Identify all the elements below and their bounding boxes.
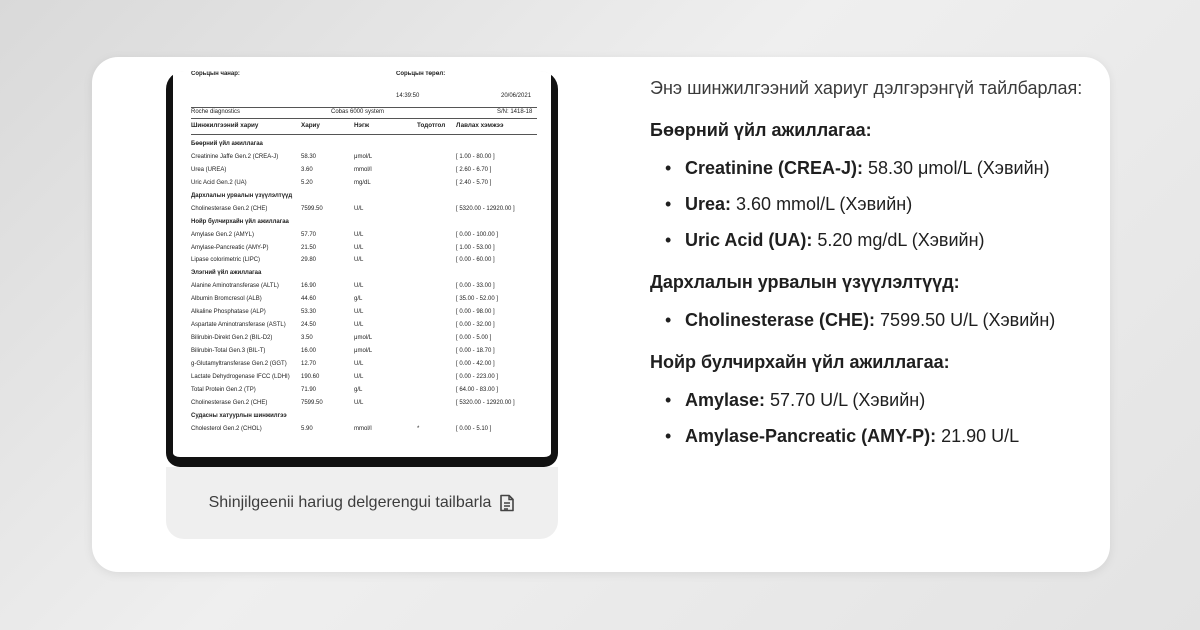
- test-value: 53.30: [301, 309, 317, 316]
- section-heading: [191, 217, 537, 230]
- reference-range: [ 5320.00 - 12920.00 ]: [456, 399, 515, 406]
- test-unit: U/L: [354, 257, 364, 264]
- document-icon: [499, 494, 515, 512]
- test-name: Bilirubin-Direkt Gen.2 (BIL-D2): [191, 335, 273, 342]
- item-value: 3.60 mmol/L (Хэвийн): [731, 194, 913, 214]
- test-unit: U/L: [354, 244, 364, 251]
- test-value: 58.30: [301, 153, 317, 160]
- test-name: Cholesterol Gen.2 (CHOL): [191, 425, 262, 432]
- table-row: [191, 178, 537, 191]
- test-unit: U/L: [354, 322, 364, 329]
- response-section-title: Дархлалын урвалын үзүүлэлтүүд:: [650, 272, 960, 292]
- results-table: [191, 119, 537, 437]
- reference-range: [ 0.00 - 223.00 ]: [456, 373, 499, 380]
- response-section-title: Бөөрний үйл ажиллагаа:: [650, 120, 872, 140]
- table-row: [191, 294, 537, 307]
- list-item: [650, 153, 1090, 183]
- item-key: Creatinine (CREA-J):: [685, 158, 864, 178]
- lab-report: [191, 71, 537, 437]
- table-row: [191, 204, 537, 217]
- test-name: Aspartate Aminotransferase (ASTL): [191, 322, 286, 329]
- test-unit: μmol/L: [354, 348, 373, 354]
- divider: [191, 134, 537, 135]
- analyzer-system: Cobas 6000 system: [331, 109, 385, 115]
- item-value: 7599.50 U/L (Хэвийн): [875, 310, 1056, 330]
- response-section-title: Нойр булчирхайн үйл ажиллагаа:: [650, 352, 950, 372]
- sample-type-label: Сорьцын төрөл:: [396, 71, 446, 77]
- section-heading: [191, 139, 537, 152]
- test-value: 29.80: [301, 257, 317, 264]
- test-value: 190.60: [301, 373, 320, 380]
- test-unit: mmol/l: [354, 425, 372, 432]
- attachment-caption-text: Shinjilgeenii hariug delgerengui tailbarla: [208, 494, 492, 511]
- section-title: Дархлалын урвалын үзүүлэлтүүд: [191, 192, 293, 199]
- test-unit: U/L: [354, 231, 364, 238]
- list-item: [650, 385, 1090, 415]
- section-title: Нойр булчирхайн үйл ажиллагаа: [191, 218, 289, 225]
- section-heading: [191, 191, 537, 204]
- chat-card: [92, 57, 1110, 572]
- image-attachment[interactable]: [166, 71, 558, 539]
- item-value: 58.30 μmol/L (Хэвийн): [863, 158, 1050, 178]
- test-flag: *: [417, 425, 420, 432]
- section-title: Элэгний үйл ажиллагаа: [191, 270, 262, 277]
- test-value: 16.90: [301, 283, 317, 290]
- test-name: g-Glutamyltransferase Gen.2 (GGT): [191, 360, 287, 367]
- test-name: Total Protein Gen.2 (TP): [191, 386, 256, 393]
- item-value: 21.90 U/L: [936, 426, 1020, 446]
- test-name: Cholinesterase Gen.2 (CHE): [191, 205, 268, 212]
- test-name: Bilirubin-Total Gen.3 (BIL-T): [191, 348, 266, 354]
- column-header: Лавлах хэмжээ: [456, 122, 504, 129]
- table-row: [191, 424, 537, 437]
- table-row: [191, 385, 537, 398]
- table-row: [191, 307, 537, 320]
- test-unit: g/L: [354, 386, 363, 393]
- column-header: Хариу: [301, 122, 320, 129]
- test-unit: μmol/L: [354, 153, 373, 160]
- test-name: Creatinine Jaffe Gen.2 (CREA-J): [191, 153, 279, 160]
- list-item: [650, 189, 1090, 219]
- test-unit: μmol/L: [354, 335, 373, 342]
- test-value: 12.70: [301, 360, 317, 367]
- item-key: Cholinesterase (CHE):: [685, 310, 876, 330]
- response-list: [650, 385, 1090, 451]
- reference-range: [ 2.40 - 5.70 ]: [456, 179, 492, 186]
- test-value: 71.90: [301, 386, 317, 393]
- list-item: [650, 421, 1090, 451]
- reference-range: [ 0.00 - 32.00 ]: [456, 322, 495, 329]
- table-row: [191, 320, 537, 333]
- test-unit: U/L: [354, 309, 364, 316]
- table-row: [191, 359, 537, 372]
- test-name: Albumin Bromcresol (ALB): [191, 296, 262, 303]
- lab-name: Roche diagnostics: [191, 109, 241, 115]
- serial-number: S/N: 1418-18: [497, 109, 533, 115]
- reference-range: [ 0.00 - 18.70 ]: [456, 348, 495, 354]
- test-name: Amylase-Pancreatic (AMY-P): [191, 244, 269, 251]
- reference-range: [ 5320.00 - 12920.00 ]: [456, 205, 515, 212]
- test-value: 57.70: [301, 231, 317, 238]
- table-row: [191, 372, 537, 385]
- reference-range: [ 0.00 - 33.00 ]: [456, 283, 495, 290]
- reference-range: [ 0.00 - 100.00 ]: [456, 231, 499, 238]
- test-name: Lipase colorimetric (LIPC): [191, 257, 261, 264]
- test-value: 24.50: [301, 322, 317, 329]
- table-row: [191, 398, 537, 411]
- test-value: 7599.50: [301, 399, 323, 406]
- table-row: [191, 243, 537, 256]
- test-value: 16.00: [301, 348, 317, 354]
- reference-range: [ 0.00 - 5.10 ]: [456, 425, 492, 432]
- attachment-caption: [166, 467, 558, 539]
- table-header: [191, 119, 537, 134]
- reference-range: [ 64.00 - 83.00 ]: [456, 386, 499, 393]
- test-name: Alanine Aminotransferase (ALTL): [191, 283, 279, 290]
- report-date: 20/06/2021: [501, 93, 532, 99]
- test-name: Amylase Gen.2 (AMYL): [191, 231, 255, 238]
- item-value: 57.70 U/L (Хэвийн): [765, 390, 926, 410]
- test-unit: g/L: [354, 296, 363, 303]
- section-title: Бөөрний үйл ажиллагаа: [191, 141, 263, 147]
- column-header: Шинжилгээний хариу: [191, 122, 259, 129]
- test-unit: U/L: [354, 205, 364, 212]
- test-value: 21.50: [301, 244, 317, 251]
- test-value: 5.90: [301, 425, 313, 432]
- test-unit: U/L: [354, 360, 364, 367]
- item-key: Amylase:: [685, 390, 766, 410]
- sample-label: Сорьцын чанар:: [191, 71, 240, 77]
- test-value: 44.60: [301, 296, 317, 303]
- test-unit: mg/dL: [354, 179, 371, 186]
- test-value: 7599.50: [301, 205, 323, 212]
- table-row: [191, 281, 537, 294]
- section-heading: [191, 411, 537, 424]
- table-row: [191, 165, 537, 178]
- test-unit: mmol/l: [354, 166, 372, 173]
- test-name: Lactate Dehydrogenase IFCC (LDHI): [191, 373, 290, 380]
- reference-range: [ 0.00 - 60.00 ]: [456, 257, 495, 264]
- report-time: 14:39:50: [396, 93, 420, 99]
- test-unit: U/L: [354, 373, 364, 380]
- reference-range: [ 35.00 - 52.00 ]: [456, 296, 499, 303]
- section-heading: [191, 268, 537, 281]
- response-list: [650, 305, 1090, 335]
- test-value: 5.20: [301, 179, 313, 186]
- column-header: Нэгж: [354, 122, 370, 129]
- item-value: 5.20 mg/dL (Хэвийн): [812, 230, 985, 250]
- test-name: Cholinesterase Gen.2 (CHE): [191, 399, 268, 406]
- reference-range: [ 0.00 - 5.00 ]: [456, 335, 492, 342]
- table-row: [191, 230, 537, 243]
- reference-range: [ 1.00 - 80.00 ]: [456, 153, 495, 160]
- item-key: Uric Acid (UA):: [685, 230, 813, 250]
- item-key: Urea:: [685, 194, 732, 214]
- column-header: Тодотгол: [417, 122, 446, 129]
- test-unit: U/L: [354, 399, 364, 406]
- reference-range: [ 0.00 - 42.00 ]: [456, 360, 495, 367]
- table-row: [191, 333, 537, 346]
- response-list: [650, 153, 1090, 255]
- list-item: [650, 225, 1090, 255]
- lab-report-image: [166, 71, 558, 467]
- list-item: [650, 305, 1090, 335]
- test-name: Alkaline Phosphatase (ALP): [191, 309, 266, 316]
- reference-range: [ 1.00 - 53.00 ]: [456, 244, 495, 251]
- reference-range: [ 2.60 - 6.70 ]: [456, 166, 492, 173]
- section-title: Судасны хатуурлын шинжилгээ: [191, 412, 287, 419]
- reference-range: [ 0.00 - 98.00 ]: [456, 309, 495, 316]
- table-row: [191, 152, 537, 165]
- item-key: Amylase-Pancreatic (AMY-P):: [685, 426, 937, 446]
- test-name: Uric Acid Gen.2 (UA): [191, 179, 247, 186]
- assistant-response: [650, 73, 1090, 457]
- test-name: Urea (UREA): [191, 166, 227, 173]
- test-unit: U/L: [354, 283, 364, 290]
- response-intro: Энэ шинжилгээний хариуг дэлгэрэнгүй тайлбарлая:: [650, 78, 1083, 98]
- table-row: [191, 255, 537, 268]
- table-row: [191, 346, 537, 359]
- test-value: 3.60: [301, 166, 313, 173]
- test-value: 3.50: [301, 335, 313, 342]
